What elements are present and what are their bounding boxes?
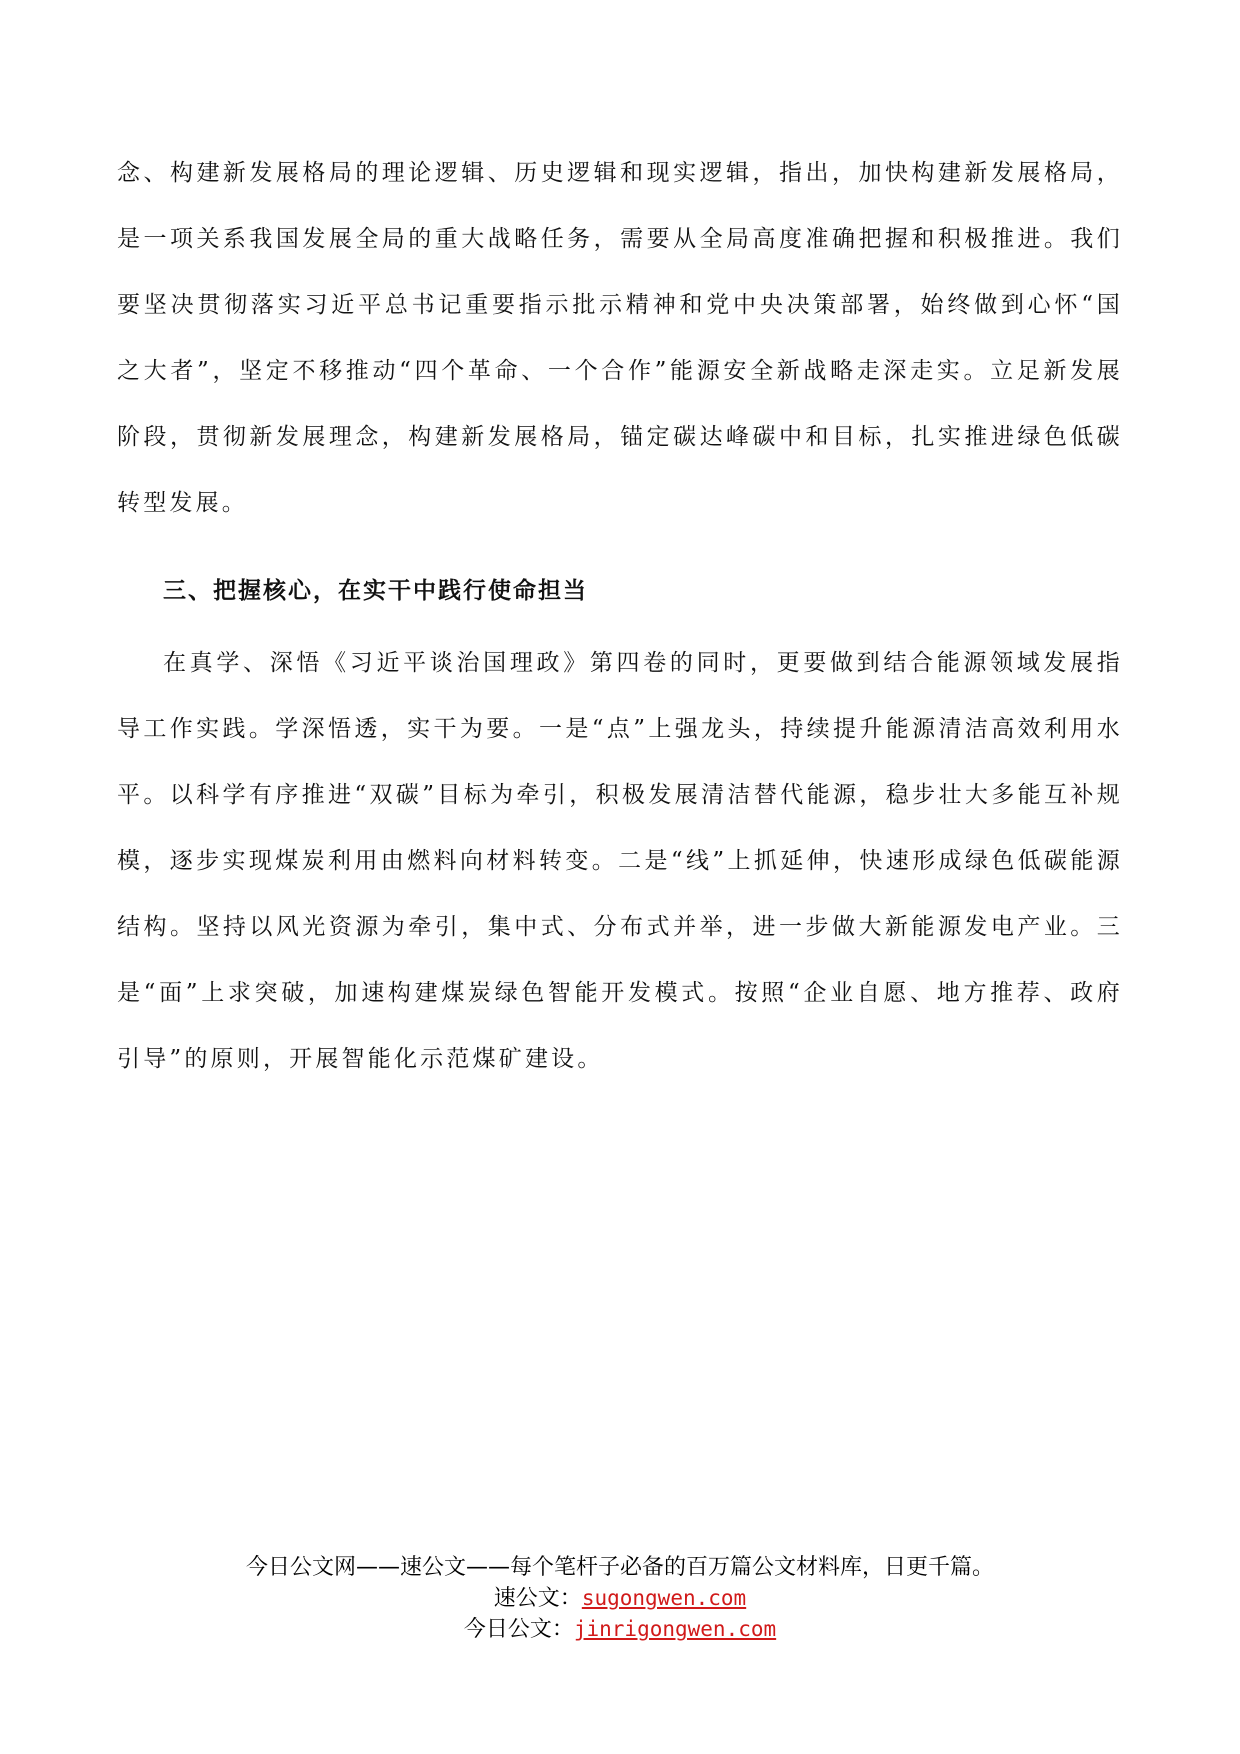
footer-sugongwen-line — [0, 1583, 1240, 1614]
paragraph-continuation: 念、构建新发展格局的理论逻辑、历史逻辑和现实逻辑，指出，加快构建新发展格局，是一项关系我国发展全局的重大战略任务，需要从全局高度准确把握和积极推进。我们要坚决贯彻落实习近平总书记重要指示批示精神和党中央决策部署，始终做到心怀“国之大者”，坚定不移推动“四个革命、一个合作”能源安全新战略走深走实。立足新发展阶段，贯彻新发展理念，构建新发展格局，锚定碳达峰碳中和目标，扎实推进绿色低碳转型发展。 — [117, 160, 1123, 516]
footer-jinrigongwen-line — [0, 1614, 1240, 1645]
sugongwen-label: 速公文： — [493, 1586, 582, 1611]
jinrigongwen-label: 今日公文： — [463, 1617, 574, 1642]
sugongwen-link[interactable]: sugongwen.com — [581, 1586, 747, 1610]
paragraph-body: 在真学、深悟《习近平谈治国理政》第四卷的同时，更要做到结合能源领域发展指导工作实践。学深悟透，实干为要。一是“点”上强龙头，持续提升能源清洁高效利用水平。以科学有序推进“双碳”目标为牵引，积极发展清洁替代能源，稳步壮大多能互补规模，逐步实现煤炭利用由燃料向材料转变。二是“线”上抓延伸，快速形成绿色低碳能源结构。坚持以风光资源为牵引，集中式、分布式并举，进一步做大新能源发电产业。三是“面”上求突破，加速构建煤炭绿色智能开发模式。按照“企业自愿、地方推荐、政府引导”的原则，开展智能化示范煤矿建设。 — [117, 650, 1123, 1072]
section-heading: 三、把握核心，在实干中践行使命担当 — [163, 578, 588, 604]
document-body — [117, 140, 1123, 1092]
footer — [0, 1552, 1240, 1645]
footer-tagline: 今日公文网——速公文——每个笔杆子必备的百万篇公文材料库，日更千篇。 — [245, 1555, 994, 1580]
jinrigongwen-link[interactable]: jinrigongwen.com — [573, 1617, 777, 1641]
